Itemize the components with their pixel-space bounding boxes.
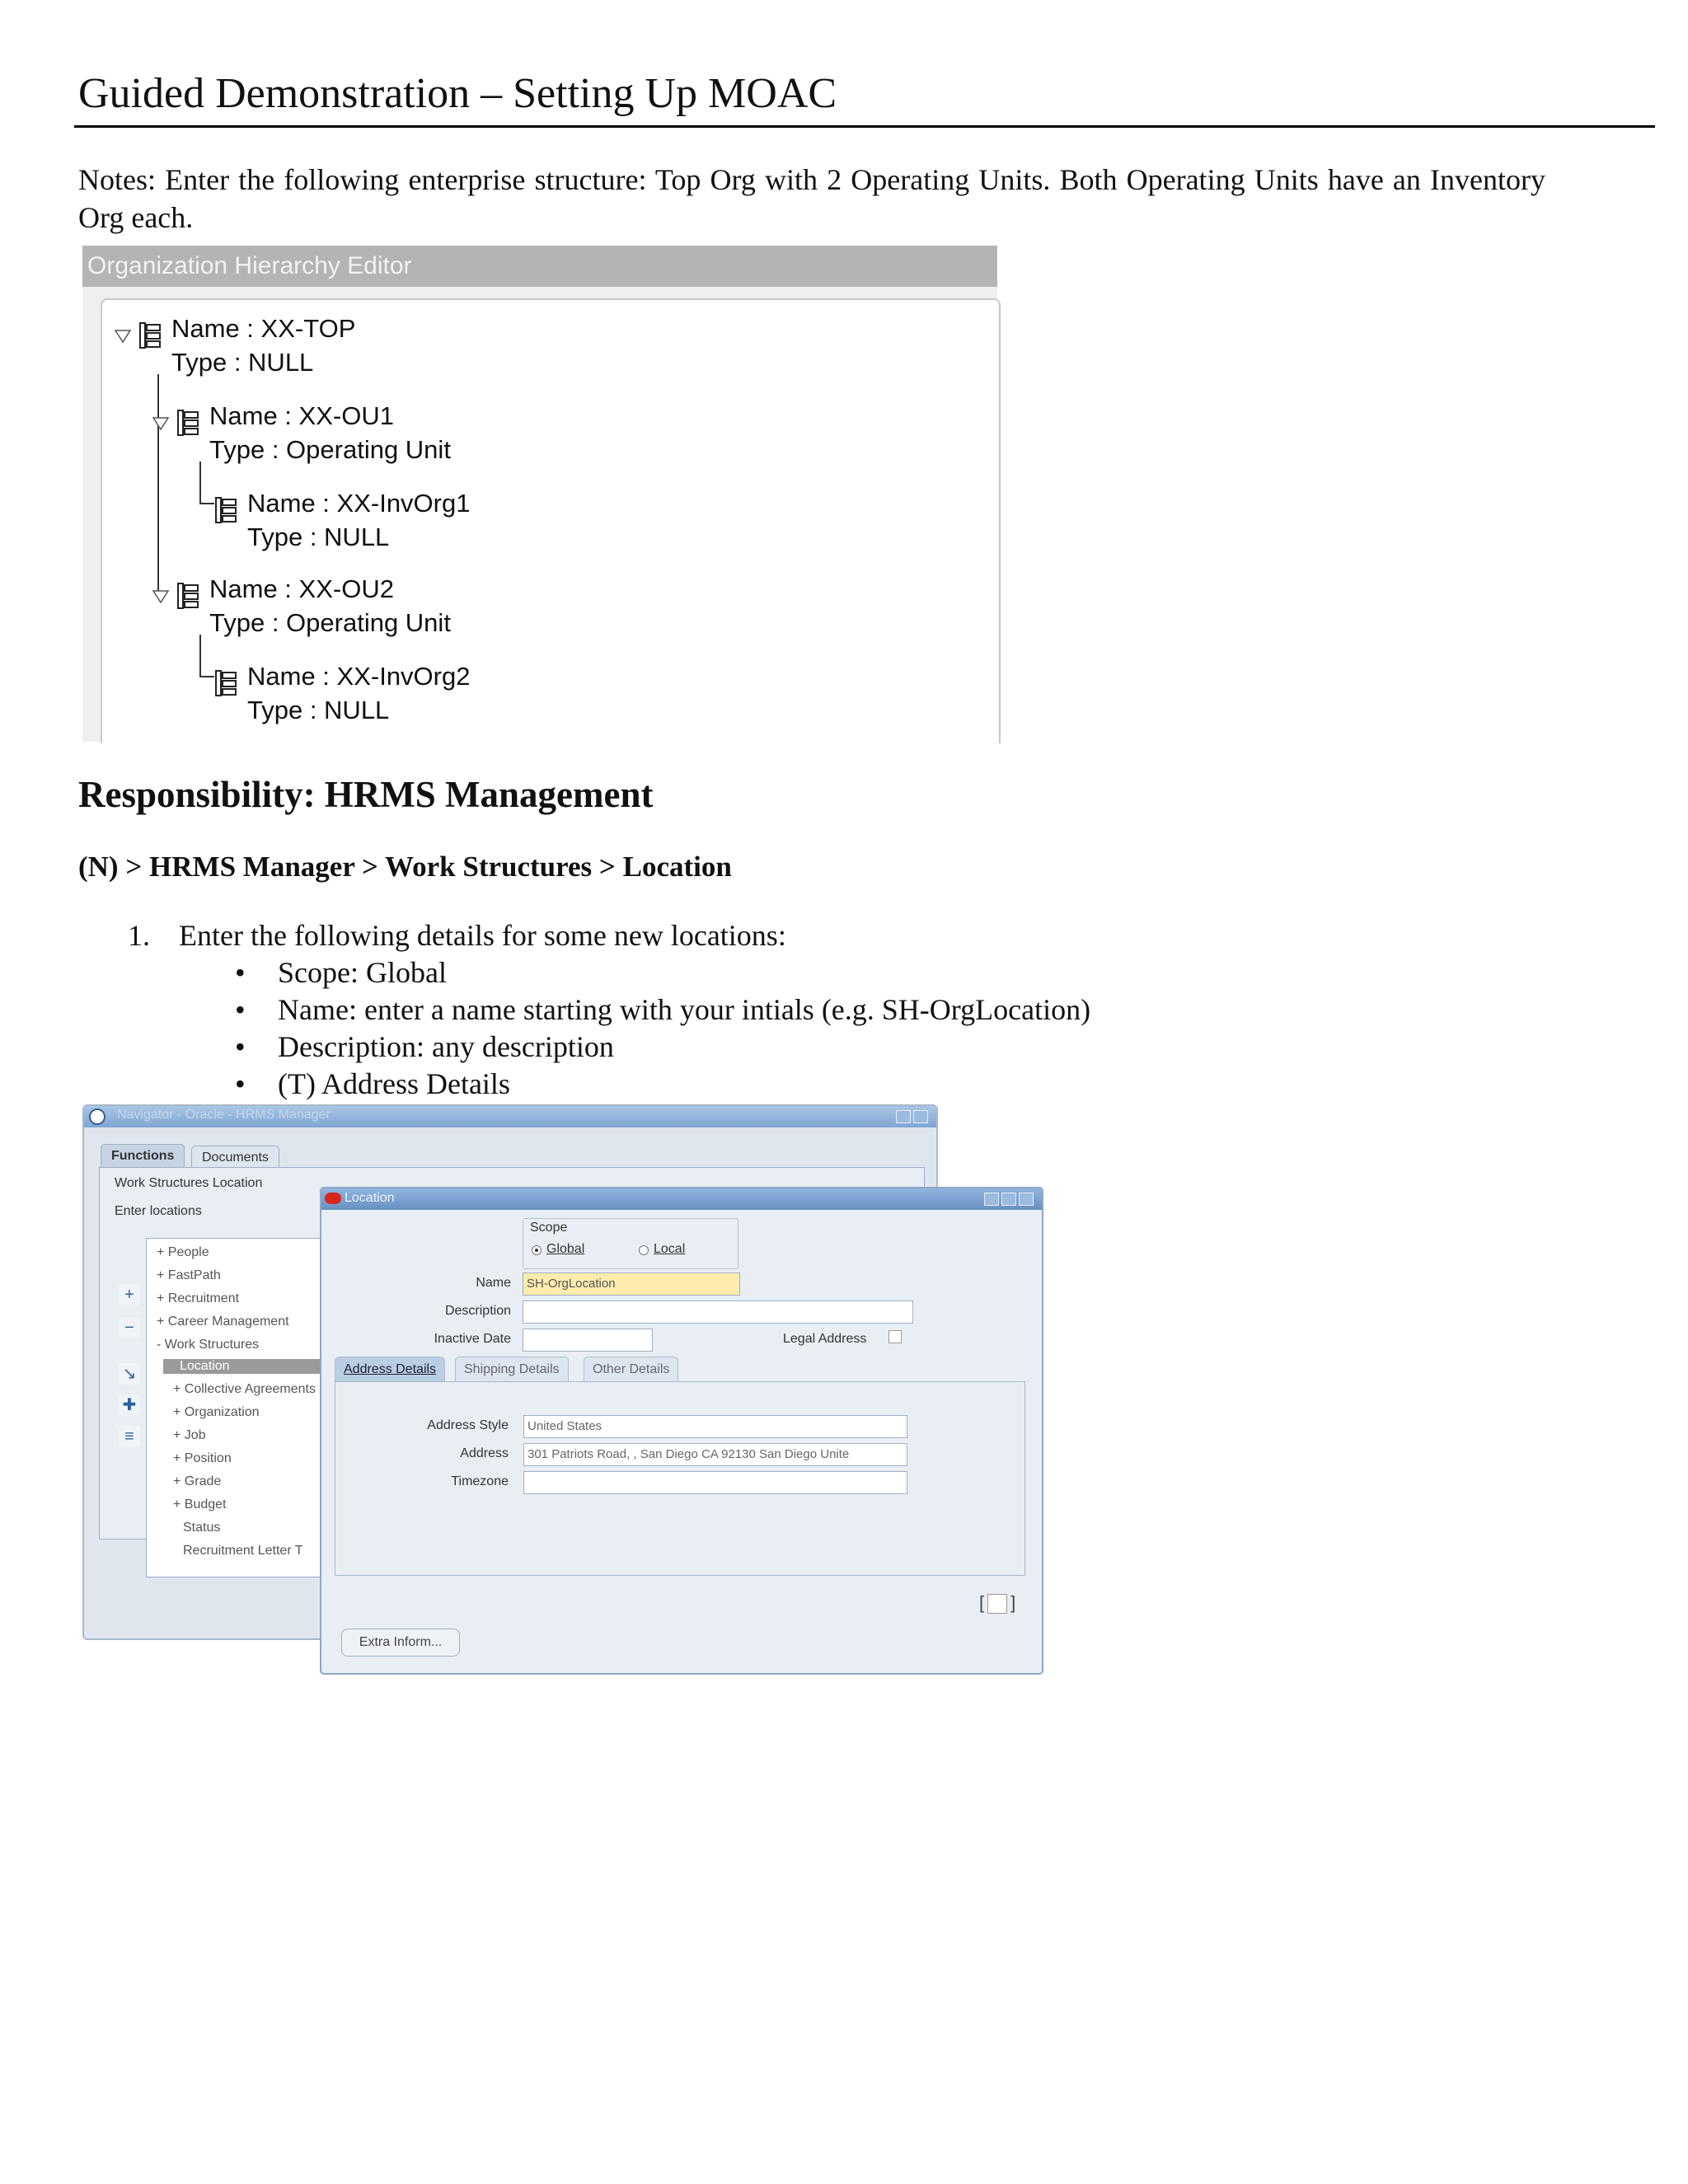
description-label: Description xyxy=(444,1304,511,1318)
scope-group xyxy=(523,1218,738,1269)
scope-global-radio[interactable] xyxy=(532,1245,542,1255)
tree-item-work-structures[interactable]: - Work Structures xyxy=(157,1338,260,1352)
node-name: Name : XX-InvOrg2 xyxy=(247,662,471,691)
app-icon xyxy=(89,1108,106,1125)
location-titlebar[interactable] xyxy=(321,1188,1042,1210)
step-number: 1. xyxy=(128,919,150,952)
navigator-context: Work Structures Location xyxy=(115,1176,263,1190)
tree-connector xyxy=(199,635,201,677)
address-label: Address xyxy=(460,1446,509,1460)
tree-item-fastpath[interactable]: + FastPath xyxy=(157,1268,221,1282)
expand-icon[interactable]: + xyxy=(119,1284,140,1305)
close-icon[interactable] xyxy=(1019,1193,1034,1206)
navigator-function-tree xyxy=(146,1238,345,1577)
location-title: Location xyxy=(345,1191,395,1205)
tree-item-location[interactable]: Location xyxy=(163,1359,345,1374)
tab-functions[interactable]: Functions xyxy=(101,1144,185,1168)
hierarchy-tree-panel xyxy=(101,298,1001,743)
address-style-field[interactable]: United States xyxy=(523,1415,907,1438)
navigator-title: Navigator - Oracle - HRMS Manager xyxy=(117,1108,331,1122)
org-node-invorg2[interactable] xyxy=(247,659,470,727)
tree-item-position[interactable]: + Position xyxy=(173,1451,232,1465)
description-field[interactable] xyxy=(523,1301,913,1324)
org-node-icon xyxy=(214,496,237,524)
expand-all-icon[interactable]: ✚ xyxy=(119,1394,140,1416)
window-controls xyxy=(896,1110,928,1123)
inactive-date-field[interactable] xyxy=(523,1329,653,1352)
tree-item-status[interactable]: Status xyxy=(183,1521,221,1535)
location-window xyxy=(320,1187,1043,1675)
tab-shipping-details[interactable]: Shipping Details xyxy=(455,1357,569,1382)
tree-connector xyxy=(199,462,201,504)
tree-item-recruitment-letter[interactable]: Recruitment Letter T xyxy=(183,1544,303,1558)
address-field[interactable]: 301 Patriots Road, , San Diego CA 92130 San Diego Unite xyxy=(523,1443,907,1466)
navigation-path: (N) > HRMS Manager > Work Structures > Location xyxy=(78,851,732,883)
hierarchy-editor xyxy=(82,246,997,742)
collapse-icon[interactable] xyxy=(152,414,170,432)
node-type: Type : Operating Unit xyxy=(209,435,451,464)
org-node-icon xyxy=(214,669,237,697)
timezone-label: Timezone xyxy=(451,1474,509,1488)
node-type: Type : NULL xyxy=(247,696,390,724)
tree-item-job[interactable]: + Job xyxy=(173,1428,206,1442)
address-style-label: Address Style xyxy=(427,1418,509,1432)
node-type: Type : NULL xyxy=(247,523,390,551)
close-icon[interactable] xyxy=(913,1110,928,1123)
notes-paragraph: Notes: Enter the following enterprise structure: Top Org with 2 Operating Units. Both Operating Units have an Inventory Org each. xyxy=(78,163,1545,234)
inactive-date-label: Inactive Date xyxy=(434,1332,511,1346)
timezone-field[interactable] xyxy=(523,1471,907,1494)
org-node-invorg1[interactable] xyxy=(247,486,470,554)
minimize-icon[interactable] xyxy=(896,1110,911,1123)
node-name: Name : XX-OU1 xyxy=(209,401,394,430)
hierarchy-editor-title: Organization Hierarchy Editor xyxy=(82,246,997,287)
tab-documents[interactable]: Documents xyxy=(191,1146,279,1169)
tree-item-recruitment[interactable]: + Recruitment xyxy=(157,1291,240,1305)
tree-item-people[interactable]: + People xyxy=(157,1245,209,1259)
minimize-icon[interactable] xyxy=(984,1193,999,1206)
responsibility-heading: Responsibility: HRMS Management xyxy=(78,774,654,815)
node-type: Type : NULL xyxy=(171,348,314,377)
page-title: Guided Demonstration – Setting Up MOAC xyxy=(78,70,837,117)
org-node-ou1[interactable] xyxy=(209,399,451,466)
bullet-item: • Name: enter a name starting with your intials (e.g. SH-OrgLocation) xyxy=(235,991,1090,1029)
collapse-icon[interactable] xyxy=(152,587,170,605)
name-label: Name xyxy=(476,1276,511,1290)
step-text: Enter the following details for some new locations: xyxy=(179,919,786,952)
tree-item-grade[interactable]: + Grade xyxy=(173,1474,222,1488)
scope-global-label[interactable]: Global xyxy=(546,1242,585,1256)
node-name: Name : XX-TOP xyxy=(171,314,356,343)
node-type: Type : Operating Unit xyxy=(209,608,451,637)
oracle-icon xyxy=(325,1193,341,1204)
navigator-prompt: Enter locations xyxy=(115,1204,202,1218)
descriptive-flexfield[interactable]: [ ] xyxy=(979,1592,1016,1613)
org-node-icon xyxy=(138,321,162,349)
tree-item-collective-agreements[interactable]: + Collective Agreements xyxy=(173,1382,316,1396)
tree-item-career-management[interactable]: + Career Management xyxy=(157,1315,289,1329)
scope-label: Scope xyxy=(530,1221,568,1235)
window-controls xyxy=(984,1193,1034,1206)
title-underline xyxy=(74,125,1655,128)
org-node-icon xyxy=(176,582,199,610)
scope-local-radio[interactable] xyxy=(639,1245,649,1255)
extra-information-button[interactable]: Extra Inform... xyxy=(341,1629,460,1657)
bullet-item: • (T) Address Details xyxy=(235,1066,1090,1103)
step-bullets xyxy=(235,954,1090,1103)
bullet-item: • Scope: Global xyxy=(235,954,1090,991)
node-name: Name : XX-InvOrg1 xyxy=(247,489,471,518)
address-details-panel xyxy=(335,1381,1025,1576)
org-node-ou2[interactable] xyxy=(209,572,451,640)
expand-branch-icon[interactable]: ↘ xyxy=(119,1363,140,1385)
collapse-all-icon[interactable]: − xyxy=(119,1317,140,1338)
tab-other-details[interactable]: Other Details xyxy=(584,1357,678,1382)
collapse-branch-icon[interactable]: ≡ xyxy=(119,1426,140,1447)
legal-address-label: Legal Address xyxy=(783,1332,867,1346)
bullet-item: • Description: any description xyxy=(235,1029,1090,1066)
collapse-icon[interactable] xyxy=(114,326,132,344)
tab-address-details[interactable]: Address Details xyxy=(335,1357,445,1382)
scope-local-label[interactable]: Local xyxy=(654,1242,686,1256)
node-name: Name : XX-OU2 xyxy=(209,574,394,603)
tree-item-budget[interactable]: + Budget xyxy=(173,1497,227,1511)
legal-address-checkbox[interactable] xyxy=(889,1330,902,1343)
tree-connector xyxy=(199,676,214,677)
tree-connector xyxy=(199,503,214,504)
org-node-top[interactable] xyxy=(171,312,355,379)
name-field[interactable]: SH-OrgLocation xyxy=(523,1272,740,1296)
tree-connector xyxy=(157,374,159,595)
org-node-icon xyxy=(176,409,199,437)
maximize-icon[interactable] xyxy=(1001,1193,1016,1206)
navigator-titlebar[interactable] xyxy=(84,1106,936,1127)
tree-item-organization[interactable]: + Organization xyxy=(173,1405,260,1419)
